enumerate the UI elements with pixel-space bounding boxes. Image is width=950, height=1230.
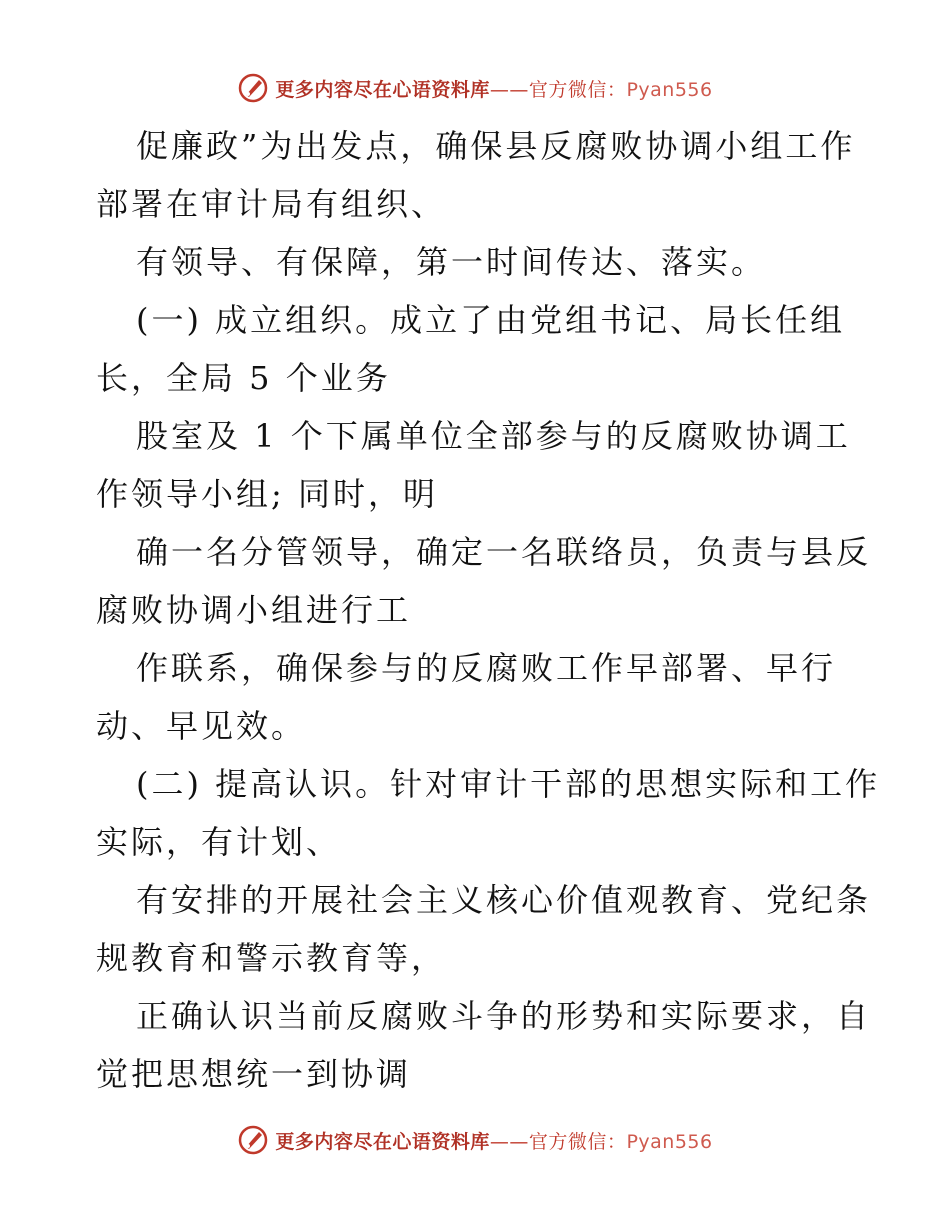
text-line: 腐败协调小组进行工 <box>96 591 412 629</box>
text-line: 确一名分管领导，确定一名联络员，负责与县反 <box>136 533 872 571</box>
text-line: 部署在审计局有组织、 <box>96 185 447 223</box>
text-line: 作领导小组; 同时，明 <box>96 475 438 513</box>
quill-pen-circle-icon <box>237 1124 269 1156</box>
text-line: 觉把思想统一到协调 <box>96 1055 412 1093</box>
footer-watermark <box>0 1122 950 1158</box>
text-line: 正确认识当前反腐败斗争的形势和实际要求，自 <box>136 997 872 1035</box>
text-line: 促廉政”为出发点，确保县反腐败协调小组工作 <box>136 127 856 165</box>
text-line: (二) 提高认识。针对审计干部的思想实际和工作 <box>136 765 881 803</box>
text-line: (一) 成立组织。成立了由党组书记、局长任组 <box>136 301 846 339</box>
text-line: 有领导、有保障，第一时间传达、落实。 <box>136 243 767 281</box>
watermark-text: 更多内容尽在心语资料库——官方微信：Pyan556 <box>275 78 713 101</box>
watermark-text: 更多内容尽在心语资料库——官方微信：Pyan556 <box>275 1130 713 1153</box>
text-line: 长，全局 5 个业务 <box>96 359 391 397</box>
document-body <box>96 117 881 1103</box>
text-line: 动、早见效。 <box>96 707 307 745</box>
text-line: 有安排的开展社会主义核心价值观教育、党纪条 <box>136 881 872 919</box>
text-line: 实际，有计划、 <box>96 823 342 861</box>
text-line: 规教育和警示教育等， <box>96 939 447 977</box>
text-line: 作联系，确保参与的反腐败工作早部署、早行 <box>136 649 837 687</box>
text-line: 股室及 1 个下属单位全部参与的反腐败协调工 <box>136 417 851 455</box>
quill-pen-circle-icon <box>237 72 269 104</box>
header-watermark <box>0 70 950 106</box>
